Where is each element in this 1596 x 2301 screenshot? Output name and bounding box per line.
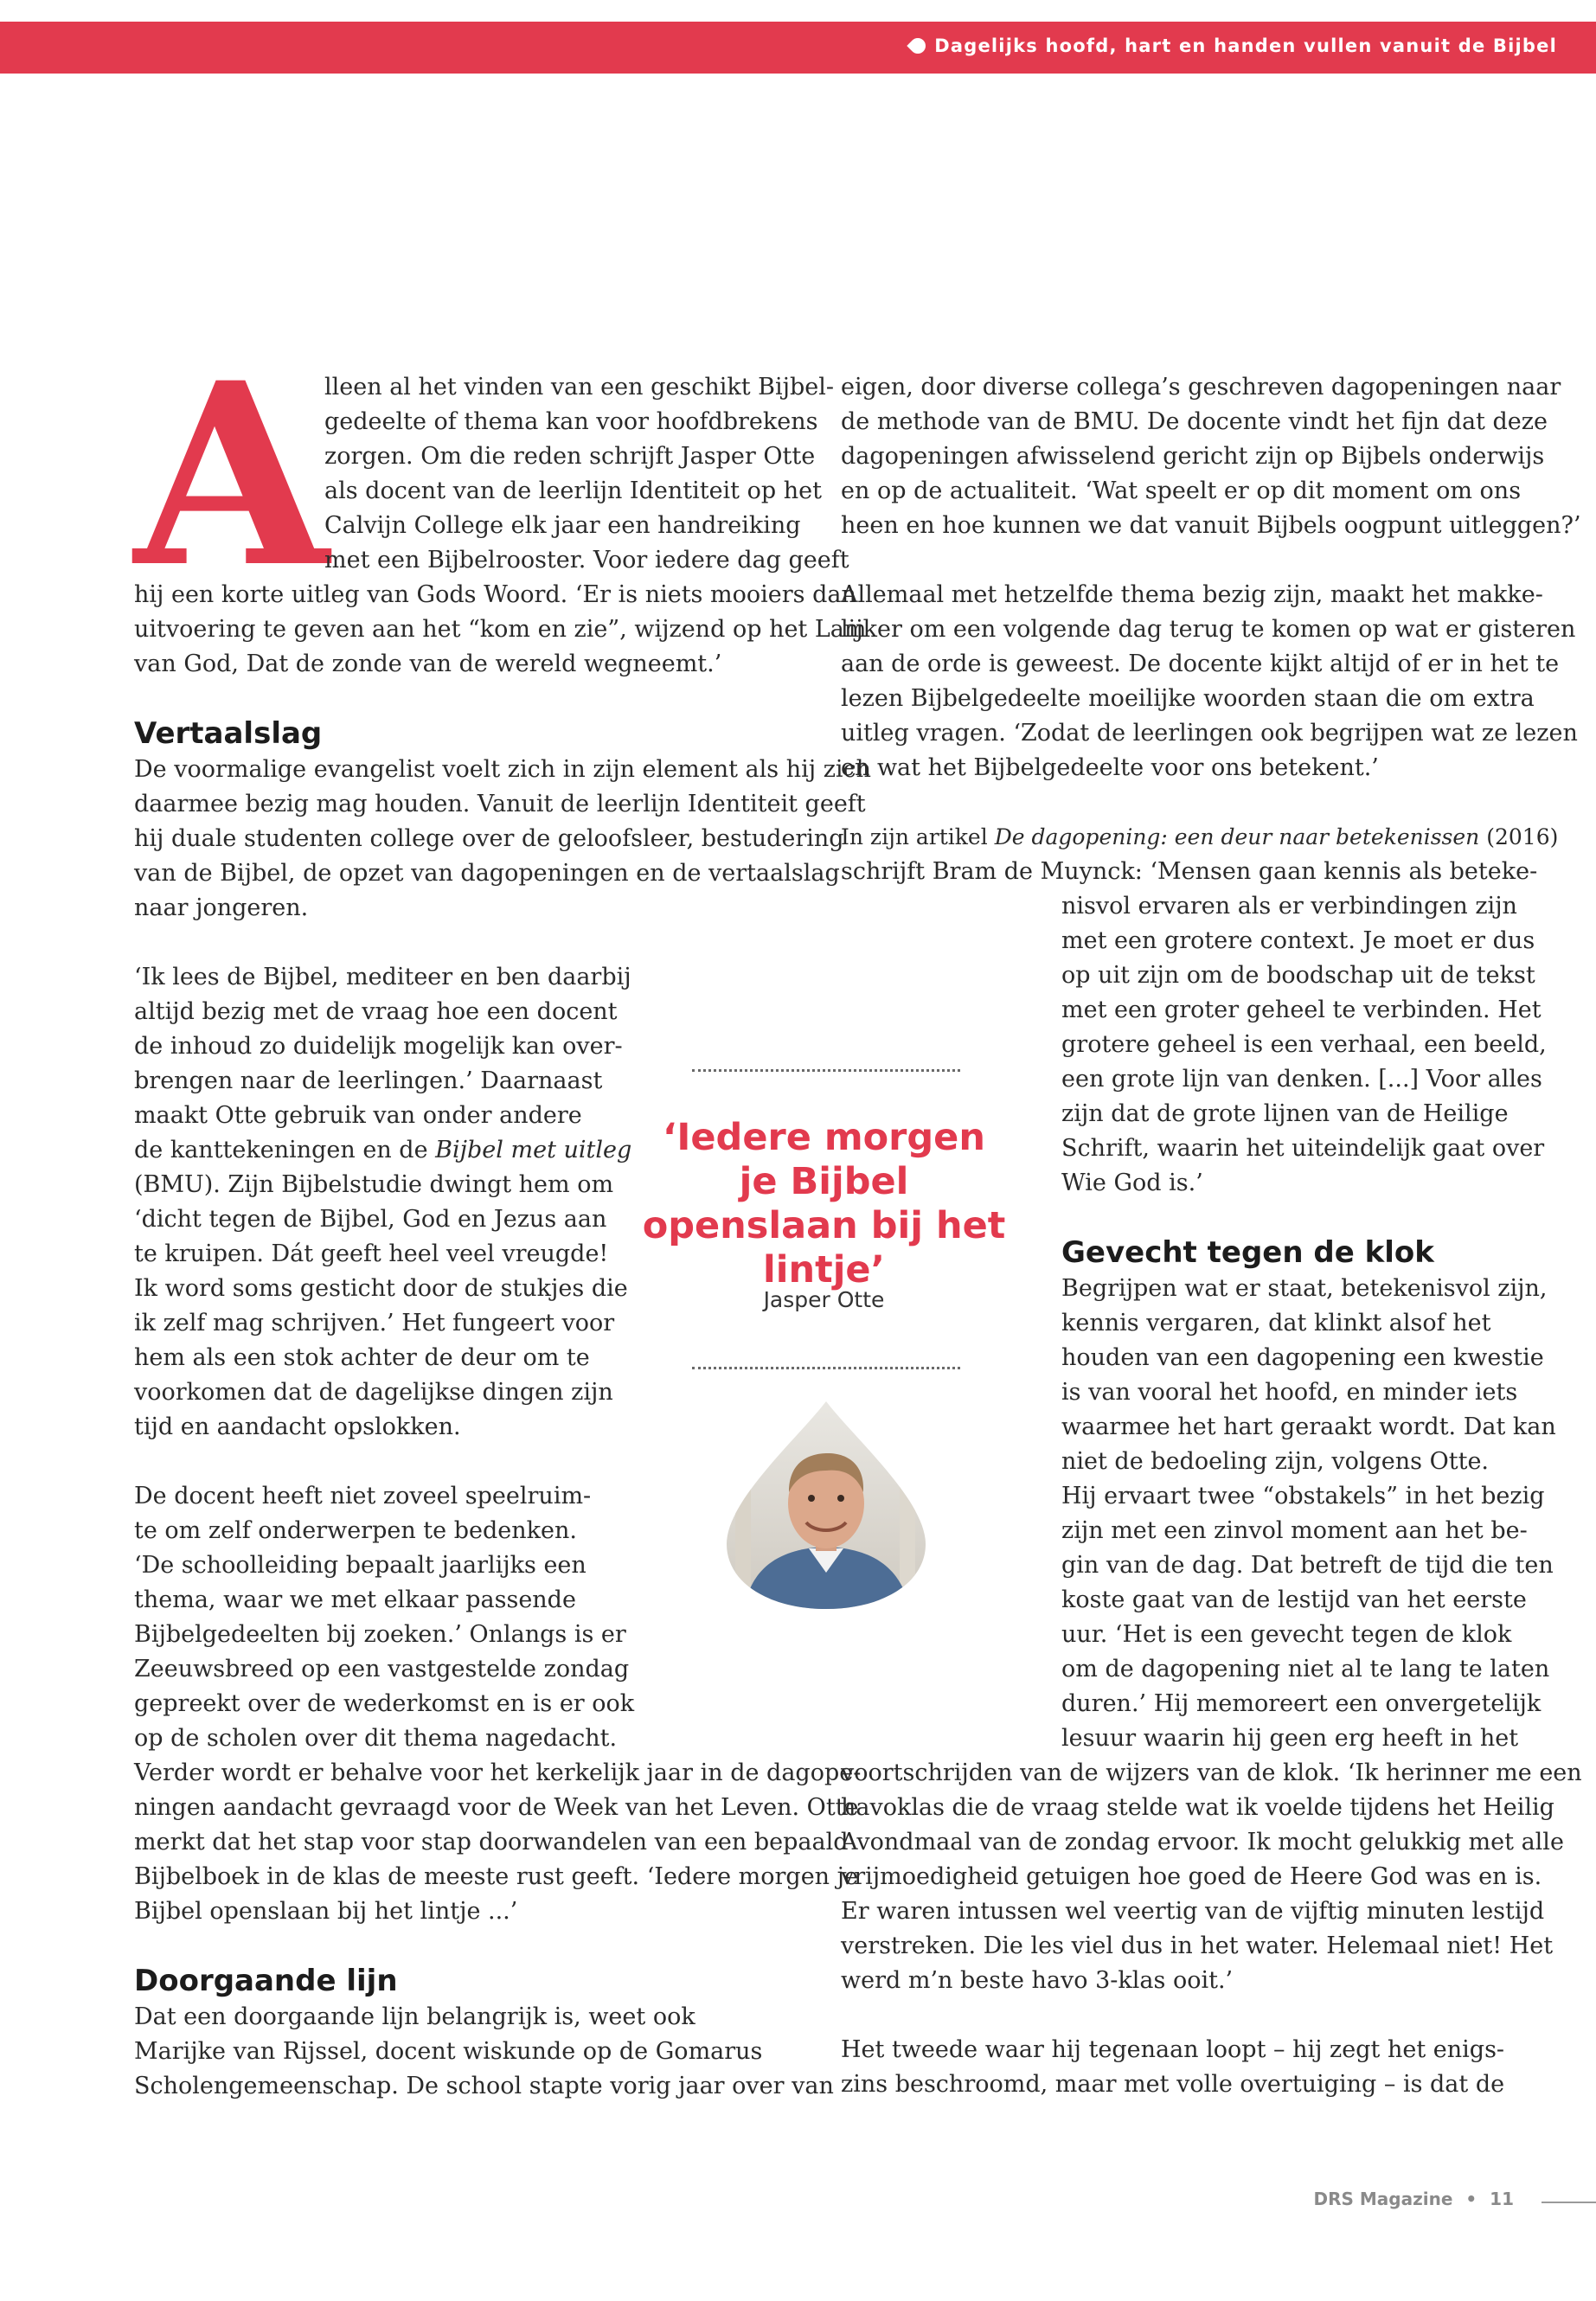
text-line: met een groter geheel te verbinden. Het: [1061, 997, 1542, 1023]
text-line: uitleg vragen. ‘Zodat de leerlingen ook begrijpen wat ze lezen: [841, 720, 1578, 747]
text-run: de kanttekeningen en de: [134, 1137, 436, 1163]
text-line: vrijmoedigheid getuigen hoe goed de Heere God was en is.: [841, 1863, 1542, 1890]
text-line: zijn dat de grote lijnen van de Heilige: [1061, 1100, 1509, 1127]
text-line: uur. ‘Het is een gevecht tegen de klok: [1061, 1621, 1512, 1648]
text-line: ‘De schoolleiding bepaalt jaarlijks een: [134, 1552, 586, 1579]
text-line: als docent van de leerlijn Identiteit op het: [324, 478, 822, 504]
right-para2: [841, 578, 1578, 785]
text-line: met een Bijbelrooster. Voor iedere dag geeft: [324, 547, 849, 574]
text-line: Bijbel openslaan bij het lintje ...’: [134, 1898, 518, 1925]
text-line: Marijke van Rijssel, docent wiskunde op de Gomarus: [134, 2038, 763, 2065]
text-line: op de scholen over dit thema nagedacht.: [134, 1725, 618, 1752]
text-line: thema, waar we met elkaar passende: [134, 1586, 576, 1613]
text-line: Dat een doorgaande lijn belangrijk is, weet ook: [134, 2003, 695, 2030]
text-line: eigen, door diverse collega’s geschreven dagopeningen naar: [841, 374, 1561, 401]
text-line: te kruipen. Dát geeft heel veel vreugde!: [134, 1240, 609, 1267]
text-line: zins beschroomd, maar met volle overtuiging – is dat de: [841, 2071, 1505, 2098]
text-line: Avondmaal van de zondag ervoor. Ik mocht gelukkig met alle: [841, 1829, 1564, 1856]
text-line: Wie God is.’: [1061, 1170, 1203, 1196]
text-line: op uit zijn om de boodschap uit de tekst: [1061, 962, 1535, 989]
text-line: van God, Dat de zonde van de wereld wegneemt.’: [134, 651, 722, 677]
text-line: Hij ervaart twee “obstakels” in het bezig: [1061, 1483, 1545, 1509]
text-line: Zeeuwsbreed op een vastgestelde zondag: [134, 1656, 630, 1682]
text-line: schrijft Bram de Muynck: ‘Mensen gaan kennis als beteke-: [841, 858, 1538, 885]
pull-quote: ‘Iedere morgen je Bijbel openslaan bij het lintje’: [642, 1116, 1006, 1292]
text-line: de methode van de BMU. De docente vindt het fijn dat deze: [841, 408, 1548, 435]
text-line: merkt dat het stap voor stap doorwandelen van een bepaald: [134, 1829, 849, 1856]
text-line: voortschrijden van de wijzers van de klok. ‘Ik herinner me een: [841, 1759, 1582, 1786]
para3-body: [134, 1479, 862, 1929]
text-line: grotere geheel is een verhaal, een beeld,: [1061, 1031, 1547, 1058]
text-line: hem als een stok achter de deur om te: [134, 1344, 590, 1371]
text-line: waarmee het hart geraakt wordt. Dat kan: [1061, 1413, 1556, 1440]
text-line: aan de orde is geweest. De docente kijkt altijd of er in het te: [841, 651, 1560, 677]
quote-divider-bottom: [692, 1367, 960, 1369]
right-para1: [841, 370, 1581, 543]
header-tagline-text: Dagelijks hoofd, hart en handen vullen vanuit de Bijbel: [934, 35, 1557, 56]
text-line: werd m’n beste havo 3-klas ooit.’: [841, 1967, 1234, 1994]
text-line: om de dagopening niet al te lang te laten: [1061, 1656, 1550, 1682]
section-heading-doorgaande-lijn: Doorgaande lijn: [134, 1964, 398, 1998]
section-heading-vertaalslag: Vertaalslag: [134, 716, 323, 751]
text-line: voorkomen dat de dagelijkse dingen zijn: [134, 1379, 613, 1406]
text-line: zijn met een zinvol moment aan het be-: [1061, 1517, 1528, 1544]
text-line: nisvol ervaren als er verbindingen zijn: [1061, 893, 1517, 920]
text-line: niet de bedoeling zijn, volgens Otte.: [1061, 1448, 1490, 1475]
drop-cap: A: [134, 329, 330, 623]
text-line: dagopeningen afwisselend gericht zijn op Bijbels onderwijs: [841, 443, 1545, 470]
text-line: (BMU). Zijn Bijbelstudie dwingt hem om: [134, 1171, 614, 1198]
section3-wide: [841, 1756, 1582, 1998]
text-line: te om zelf onderwerpen te bedenken.: [134, 1517, 577, 1544]
text-line: uitvoering te geven aan het “kom en zie”, wijzend op het Lam: [134, 616, 867, 643]
page-number: 11: [1490, 2189, 1514, 2209]
text-line: hij een korte uitleg van Gods Woord. ‘Er is niets mooiers dan: [134, 581, 856, 608]
text-line: De voormalige evangelist voelt zich in zijn element als hij zich: [134, 756, 872, 783]
text-line: heen en hoe kunnen we dat vanuit Bijbels oogpunt uitleggen?’: [841, 512, 1581, 539]
final-para: [841, 2033, 1533, 2102]
text-line: koste gaat van de lestijd van het eerste: [1061, 1586, 1527, 1613]
text-line: De docent heeft niet zoveel speelruim-: [134, 1483, 592, 1509]
text-line: maakt Otte gebruik van onder andere: [134, 1102, 582, 1129]
text-line: Begrijpen wat er staat, betekenisvol zijn,: [1061, 1275, 1548, 1302]
text-line: verstreken. Die les viel dus in het water. Helemaal niet! Het: [841, 1932, 1554, 1959]
text-line: tijd en aandacht opslokken.: [134, 1413, 461, 1440]
text-line: zorgen. Om die reden schrijft Jasper Otte: [324, 443, 816, 470]
text-line: de inhoud zo duidelijk mogelijk kan over-: [134, 1033, 623, 1060]
text-line: ik zelf mag schrijven.’ Het fungeert voor: [134, 1310, 615, 1336]
text-line: duren.’ Hij memoreert een onvergetelijk: [1061, 1690, 1542, 1717]
text-line: ‘dicht tegen de Bijbel, God en Jezus aan: [134, 1206, 607, 1233]
text-line: lleen al het vinden van een geschikt Bijbel-: [324, 374, 835, 401]
text-line: houden van een dagopening een kwestie: [1061, 1344, 1544, 1371]
text-line: Er waren intussen wel veertig van de vijftig minuten lestijd: [841, 1898, 1545, 1925]
text-line: brengen naar de leerlingen.’ Daarnaast: [134, 1067, 603, 1094]
intro-wide: [134, 578, 867, 682]
text-line: Ik word soms gesticht door de stukjes die: [134, 1275, 628, 1302]
text-run: In zijn artikel: [841, 824, 995, 849]
text-line: is van vooral het hoofd, en minder iets: [1061, 1379, 1518, 1406]
text-line: [841, 820, 1559, 855]
text-line: met een grotere context. Je moet er dus: [1061, 927, 1535, 954]
text-line: Scholengemeenschap. De school stapte vorig jaar over van: [134, 2073, 834, 2099]
text-line: gepreekt over de wederkomst en is er ook: [134, 1690, 635, 1717]
article-title: De dagopening: een deur naar betekenissen: [994, 824, 1480, 849]
text-line: lijker om een volgende dag terug te komen op wat er gisteren: [841, 616, 1576, 643]
text-line: Calvijn College elk jaar een handreiking: [324, 512, 801, 539]
section2-body: [134, 2000, 834, 2104]
text-line: gedeelte of thema kan voor hoofdbrekens: [324, 408, 818, 435]
author-portrait: [727, 1401, 926, 1609]
text-line: en op de actualiteit. ‘Wat speelt er op dit moment om ons: [841, 478, 1522, 504]
portrait-image: [727, 1401, 926, 1609]
text-line: havoklas die de vraag stelde wat ik voelde tijdens het Heilig: [841, 1794, 1554, 1821]
text-line: en wat het Bijbelgedeelte voor ons betekent.’: [841, 754, 1379, 781]
section-heading-gevecht: Gevecht tegen de klok: [1061, 1235, 1434, 1270]
text-line: een grote lijn van denken. [...] Voor alles: [1061, 1066, 1542, 1093]
page-footer: [1314, 2189, 1514, 2209]
footer-separator: •: [1465, 2189, 1477, 2209]
text-line: Het tweede waar hij tegenaan loopt – hij zegt het enigs-: [841, 2036, 1505, 2063]
text-line: lesuur waarin hij geen erg heeft in het: [1061, 1725, 1519, 1752]
text-line: Verder wordt er behalve voor het kerkelijk jaar in de dagope-: [134, 1759, 862, 1786]
drop-bullet-icon: [907, 35, 929, 56]
text-line: gin van de dag. Dat betreft de tijd die ten: [1061, 1552, 1554, 1579]
book-title: Bijbel met uitleg: [435, 1137, 632, 1163]
text-line: ‘Ik lees de Bijbel, mediteer en ben daarbij: [134, 964, 631, 990]
quote-divider-top: [692, 1069, 960, 1072]
magazine-name: DRS Magazine: [1313, 2189, 1453, 2209]
text-line: ningen aandacht gevraagd voor de Week van het Leven. Otte: [134, 1794, 859, 1821]
text-line: kennis vergaren, dat klinkt alsof het: [1061, 1310, 1491, 1336]
text-run: (2016): [1479, 824, 1559, 849]
text-line: Schrift, waarin het uiteindelijk gaat over: [1061, 1135, 1545, 1162]
text-line: altijd bezig met de vraag hoe een docent: [134, 998, 618, 1025]
text-line: hij duale studenten college over de geloofsleer, bestudering: [134, 825, 844, 852]
text-line: naar jongeren.: [134, 894, 309, 921]
footer-rule: [1542, 2202, 1596, 2203]
section3-narrow: [1061, 1272, 1556, 1756]
text-line: Bijbelboek in de klas de meeste rust geeft. ‘Iedere morgen je: [134, 1863, 858, 1890]
header-tagline: [934, 35, 1557, 56]
text-line: Bijbelgedeelten bij zoeken.’ Onlangs is er: [134, 1621, 626, 1648]
pull-quote-author: Jasper Otte: [763, 1287, 885, 1312]
text-line: van de Bijbel, de opzet van dagopeningen en de vertaalslag: [134, 860, 840, 887]
header-banner: [0, 22, 1596, 74]
section1-body: [134, 753, 872, 926]
text-line: Allemaal met hetzelfde thema bezig zijn, maakt het makke-: [841, 581, 1543, 608]
text-line: lezen Bijbelgedeelte moeilijke woorden staan die om extra: [841, 685, 1535, 712]
text-line: daarmee bezig mag houden. Vanuit de leerlijn Identiteit geeft: [134, 791, 866, 817]
